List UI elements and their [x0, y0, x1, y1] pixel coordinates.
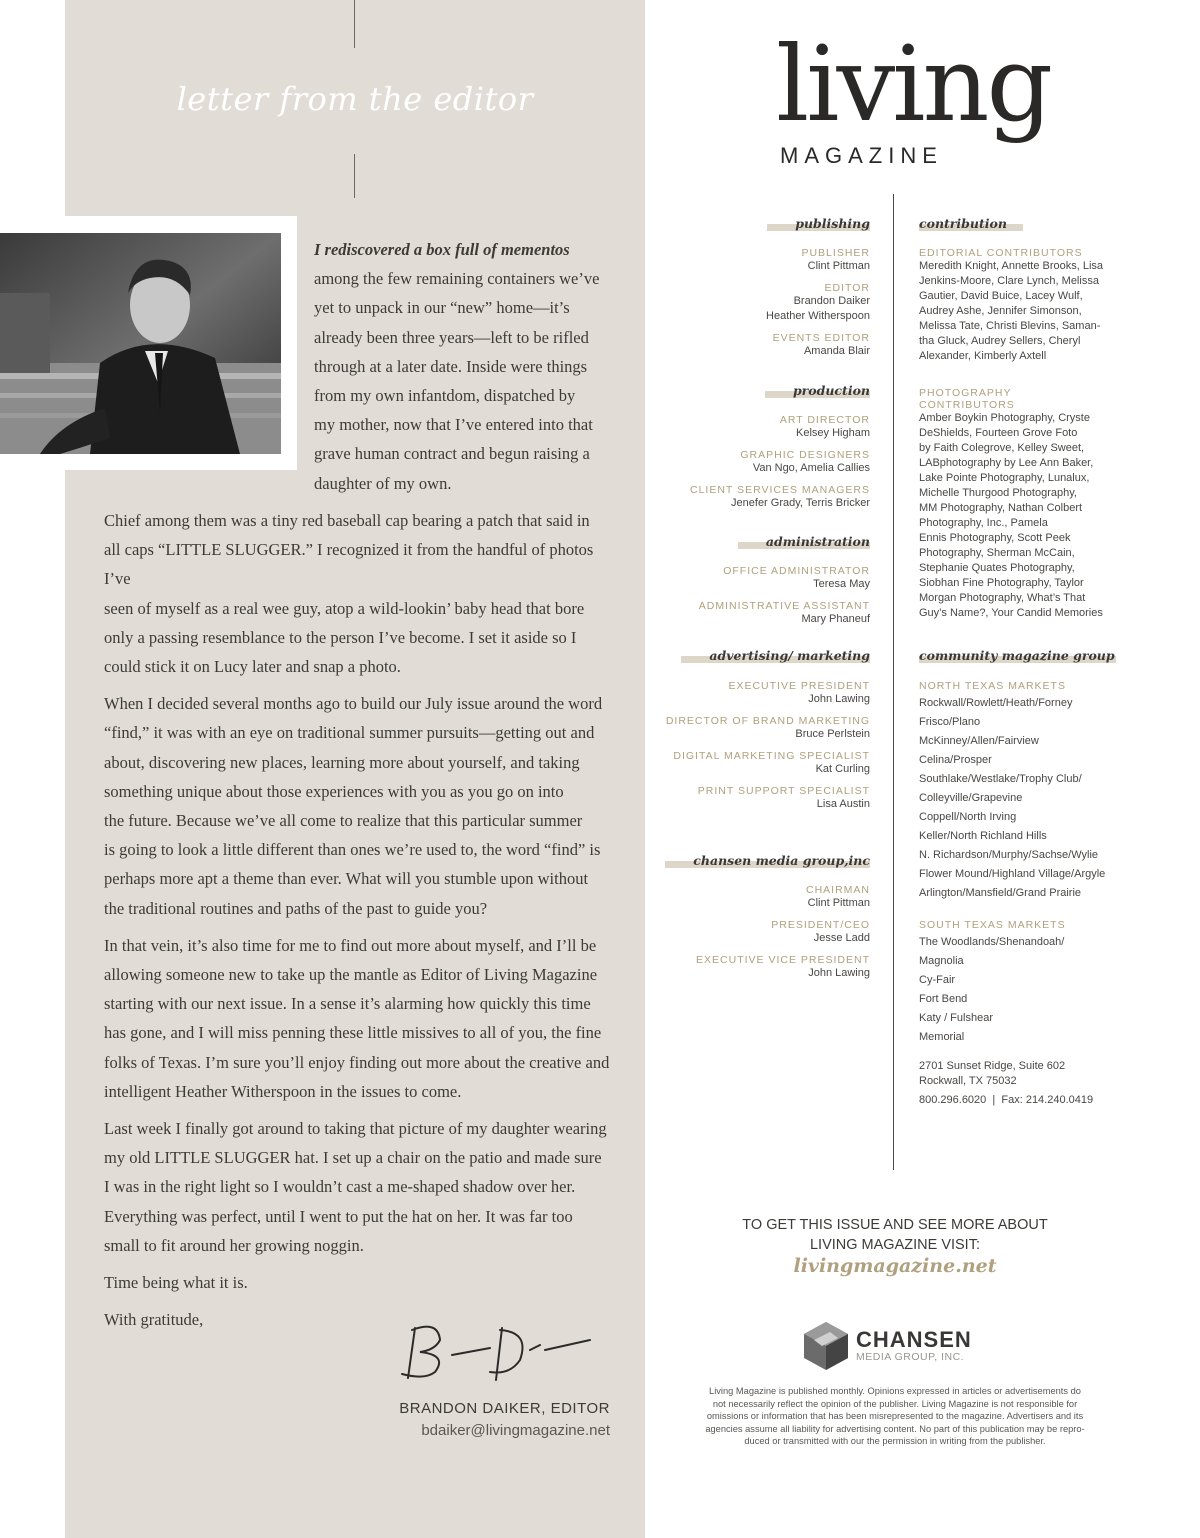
market-item: Flower Mound/Highland Village/Argyle: [919, 868, 1106, 880]
address-line: 2701 Sunset Ridge, Suite 602: [919, 1060, 1066, 1072]
chansen-sub: MEDIA GROUP, INC.: [856, 1351, 965, 1363]
contributor-line: Gautier, David Buice, Lacey Wulf,: [919, 290, 1083, 302]
market-item: Colleyville/Grapevine: [919, 792, 1023, 804]
disclaimer-line: not necessarily reflect the opinion of the publisher. Living Magazine is not responsible for: [712, 1398, 1078, 1409]
contributor-line: Photography, Sherman McCain,: [919, 547, 1075, 559]
logo-word: living: [776, 23, 1051, 145]
market-item: Arlington/Mansfield/Grand Prairie: [919, 887, 1082, 899]
logo-sub: MAGAZINE: [780, 143, 943, 168]
market-item: Cy-Fair: [919, 974, 956, 986]
market-item: Katy / Fulshear: [919, 1012, 993, 1024]
role-name: Van Ngo, Amelia Callies: [752, 462, 870, 474]
letter-line: all caps “LITTLE SLUGGER.” I recognized it from the handful of photos I’ve: [104, 540, 594, 589]
website-link[interactable]: livingmagazine.net: [793, 1255, 997, 1277]
contributor-line: Lake Pointe Photography, Lunalux,: [919, 472, 1090, 484]
letter-line: is going to look a little different than ones we’re used to, the word “find” is: [104, 840, 601, 860]
letter-intro-line: yet to unpack in our “new” home—it’s: [314, 298, 570, 318]
letter-lead: I rediscovered a box full of mementos: [314, 240, 570, 259]
chansen-word: CHANSEN: [856, 1327, 972, 1352]
role-label: PHOTOGRAPHY CONTRIBUTORS: [919, 387, 1015, 411]
letter-line: the future. Because we’ve all come to realize that this particular summer: [104, 811, 583, 831]
letter-paragraph: [104, 506, 624, 681]
letter-line: When I decided several months ago to build our July issue around the word: [104, 694, 603, 714]
letter-kicker: letter from the editor: [176, 80, 534, 118]
contributor-line: Guy’s Name?, Your Candid Memories: [919, 607, 1103, 619]
letter-paragraph: [104, 1268, 624, 1297]
role-label: EDITORIAL CONTRIBUTORS: [919, 247, 1083, 259]
letter-line: about, discovering new places, learning more about yourself, and taking: [104, 752, 580, 772]
letter-line: something unique about those experiences with you as you go on into: [104, 781, 564, 801]
role-label: PUBLISHER: [801, 247, 870, 259]
letter-intro-line: my mother, now that I’ve entered into that: [314, 415, 593, 435]
letter-intro-line: grave human contract and begun raising a: [314, 444, 590, 464]
role-name: Clint Pittman: [807, 260, 870, 272]
letter-intro-line: daughter of my own.: [314, 473, 452, 493]
contributor-line: LABphotography by Lee Ann Baker,: [919, 457, 1094, 469]
letter-line: could stick it on Lucy later and snap a photo.: [104, 657, 401, 677]
letter-line: folks of Texas. I’m sure you’ll enjoy finding out more about the creative and: [104, 1052, 610, 1072]
contributor-line: Meredith Knight, Annette Brooks, Lisa: [919, 260, 1104, 272]
role-label: CLIENT SERVICES MANAGERS: [690, 484, 870, 496]
contributor-line: Melissa Tate, Christi Blevins, Saman-: [919, 320, 1101, 332]
letter-line: starting with our next issue. In a sense it’s alarming how quickly this time: [104, 994, 591, 1014]
section-advertising: advertising/ marketing: [709, 648, 870, 663]
community-entries: [919, 680, 1119, 1108]
south-markets: [919, 933, 1119, 1047]
contributor-line: Stephanie Quates Photography,: [919, 562, 1075, 574]
contributor-line: Photography, Inc., Pamela: [919, 517, 1048, 529]
disclaimer: [690, 1385, 1100, 1448]
publishing-entries: [670, 247, 870, 359]
role-name: Kelsey Higham: [796, 427, 870, 439]
cta-line: TO GET THIS ISSUE AND SEE MORE ABOUT: [742, 1217, 1048, 1233]
market-item: The Woodlands/Shenandoah/: [919, 936, 1065, 948]
role-name: Heather Witherspoon: [766, 310, 870, 322]
market-item: Coppell/North Irving: [919, 811, 1017, 823]
administration-entries: [670, 565, 870, 627]
role-label: EXECUTIVE VICE PRESIDENT: [696, 954, 870, 966]
contributor-line: MM Photography, Nathan Colbert: [919, 502, 1083, 514]
letter-line: the traditional routines and paths of the past to guide you?: [104, 898, 488, 918]
divider-line-top: [354, 0, 355, 48]
market-item: Celina/Prosper: [919, 754, 992, 766]
role-name: Amanda Blair: [803, 345, 870, 357]
role-label: PRINT SUPPORT SPECIALIST: [697, 785, 870, 797]
role-name: Bruce Perlstein: [795, 728, 870, 740]
role-label: ADMINISTRATIVE ASSISTANT: [698, 600, 870, 612]
address-line: Rockwall, TX 75032: [919, 1075, 1017, 1087]
letter-intro-line: from my own infantdom, dispatched by: [314, 386, 576, 406]
letter-line: I was in the right light so I wouldn’t cast a me-shaped shadow over her.: [104, 1177, 576, 1197]
living-magazine-logo: [776, 23, 1051, 175]
signature-name: BRANDON DAIKER, EDITOR: [399, 1400, 610, 1417]
letter-line: Time being what it is.: [104, 1273, 248, 1293]
role-label: OFFICE ADMINISTRATOR: [723, 565, 870, 577]
letter-intro-line: already been three years—left to be rifled: [314, 327, 589, 347]
cta-line: LIVING MAGAZINE VISIT:: [809, 1237, 980, 1253]
advertising-entries: [650, 680, 870, 812]
role-label: PRESIDENT/CEO: [771, 919, 870, 931]
editor-signature: [390, 1310, 600, 1390]
market-item: Magnolia: [919, 955, 964, 967]
letter-line: intelligent Heather Witherspoon in the issues to come.: [104, 1081, 462, 1101]
letter-line: Last week I finally got around to taking that picture of my daughter wearing: [104, 1119, 607, 1139]
market-label: SOUTH TEXAS MARKETS: [919, 919, 1066, 931]
contributor-line: Alexander, Kimberly Axtell: [919, 350, 1047, 362]
phone-line: 800.296.6020 | Fax: 214.240.0419: [919, 1094, 1094, 1106]
section-community: community magazine group: [919, 648, 1115, 663]
letter-paragraph: [104, 689, 624, 923]
production-entries: [670, 414, 870, 511]
disclaimer-line: duced or transmitted with our the permission in writing from the publisher.: [744, 1436, 1046, 1447]
market-item: McKinney/Allen/Fairview: [919, 735, 1039, 747]
letter-line: my old LITTLE SLUGGER hat. I set up a chair on the patio and made sure: [104, 1148, 602, 1168]
editor-photo: [0, 233, 281, 454]
role-label: EVENTS EDITOR: [772, 332, 870, 344]
disclaimer-line: omissions or information that has been misrepresented to the magazine. Advertisers and its: [706, 1411, 1084, 1422]
market-label: NORTH TEXAS MARKETS: [919, 680, 1066, 692]
contributor-line: Morgan Photography, What’s That: [919, 592, 1086, 604]
role-label: DIRECTOR OF BRAND MARKETING: [665, 715, 870, 727]
market-item: Memorial: [919, 1031, 965, 1043]
letter-intro-line: through at a later date. Inside were things: [314, 356, 588, 376]
role-name: Kat Curling: [815, 763, 870, 775]
role-name: Jenefer Grady, Terris Bricker: [731, 497, 870, 509]
section-chansen: chansen media group,inc: [693, 853, 870, 868]
letter-line: Everything was perfect, until I went to put the hat on her. It was far too: [104, 1206, 573, 1226]
letter-line: “find,” it was with an eye on traditional summer pursuits—getting out and: [104, 723, 595, 743]
chansen-logo: [800, 1318, 990, 1374]
role-name: Clint Pittman: [807, 897, 870, 909]
disclaimer-line: agencies assume all liability for advertising content. No part of this publication may be repro-: [705, 1423, 1085, 1434]
divider-line-bottom: [354, 154, 355, 198]
role-name: Lisa Austin: [816, 798, 870, 810]
role-name: Jesse Ladd: [813, 932, 870, 944]
letter-line: perhaps more apt a theme than ever. What will you stumble upon without: [104, 869, 589, 889]
contribution-entries: [919, 247, 1109, 621]
role-label: EDITOR: [824, 282, 870, 294]
market-item: Frisco/Plano: [919, 716, 981, 728]
contributor-line: Ennis Photography, Scott Peek: [919, 532, 1071, 544]
market-item: N. Richardson/Murphy/Sachse/Wylie: [919, 849, 1099, 861]
letter-line: allowing someone new to take up the mantle as Editor of Living Magazine: [104, 965, 598, 985]
letter-body: [104, 506, 624, 1342]
chansen-mark-icon: [800, 1320, 852, 1372]
market-item: Fort Bend: [919, 993, 968, 1005]
contributor-line: Amber Boykin Photography, Cryste: [919, 412, 1090, 424]
role-label: GRAPHIC DESIGNERS: [740, 449, 870, 461]
contributor-line: DeShields, Fourteen Grove Foto: [919, 427, 1078, 439]
role-name: Teresa May: [813, 578, 870, 590]
role-label: DIGITAL MARKETING SPECIALIST: [673, 750, 870, 762]
chansen-entries: [650, 884, 870, 981]
letter-line: Chief among them was a tiny red baseball cap bearing a patch that said in: [104, 511, 590, 530]
letter-line: has gone, and I will miss penning these little missives to all of you, the fine: [104, 1023, 602, 1043]
letter-line: small to fit around her growing noggin.: [104, 1235, 364, 1255]
section-contribution: contribution: [919, 216, 1007, 231]
letter-line: In that vein, it’s also time for me to find out more about myself, and I’ll be: [104, 935, 597, 955]
contributor-line: Siobhan Fine Photography, Taylor: [919, 577, 1084, 589]
north-markets: [919, 694, 1119, 903]
contributor-line: Audrey Ashe, Jennifer Simonson,: [919, 305, 1082, 317]
market-item: Rockwall/Rowlett/Heath/Forney: [919, 697, 1073, 709]
role-name: Brandon Daiker: [793, 295, 870, 307]
contributor-line: Jenkins-Moore, Clare Lynch, Melissa: [919, 275, 1099, 287]
section-administration: administration: [766, 534, 870, 549]
letter-line: only a passing resemblance to the person I’ve become. I set it aside so I: [104, 627, 577, 647]
letter-paragraph: [104, 1114, 624, 1260]
section-production: production: [793, 383, 870, 398]
disclaimer-line: Living Magazine is published monthly. Opinions expressed in articles or advertisements do: [709, 1386, 1081, 1396]
letter-line: seen of myself as a real wee guy, atop a wild-lookin’ baby head that bore: [104, 598, 585, 618]
letter-intro-line: among the few remaining containers we’ve: [314, 269, 600, 289]
letter-paragraph: [104, 931, 624, 1106]
role-name: Mary Phaneuf: [801, 613, 870, 625]
role-name: John Lawing: [808, 693, 870, 705]
masthead-divider: [893, 194, 894, 1170]
section-publishing: publishing: [795, 216, 870, 231]
cta-text: [700, 1215, 1090, 1255]
contributor-line: Michelle Thurgood Photography,: [919, 487, 1077, 499]
letter-line: With gratitude,: [104, 1310, 204, 1330]
role-name: John Lawing: [808, 967, 870, 979]
role-label: CHAIRMAN: [805, 884, 870, 896]
market-item: Southlake/Westlake/Trophy Club/: [919, 773, 1082, 785]
letter-intro: [314, 235, 614, 498]
role-label: ART DIRECTOR: [779, 414, 870, 426]
contributor-line: by Faith Colegrove, Kelley Sweet,: [919, 442, 1085, 454]
market-item: Keller/North Richland Hills: [919, 830, 1047, 842]
contributor-line: tha Gluck, Audrey Sellers, Cheryl: [919, 335, 1081, 347]
role-label: EXECUTIVE PRESIDENT: [728, 680, 870, 692]
signature-email[interactable]: bdaiker@livingmagazine.net: [421, 1422, 610, 1439]
